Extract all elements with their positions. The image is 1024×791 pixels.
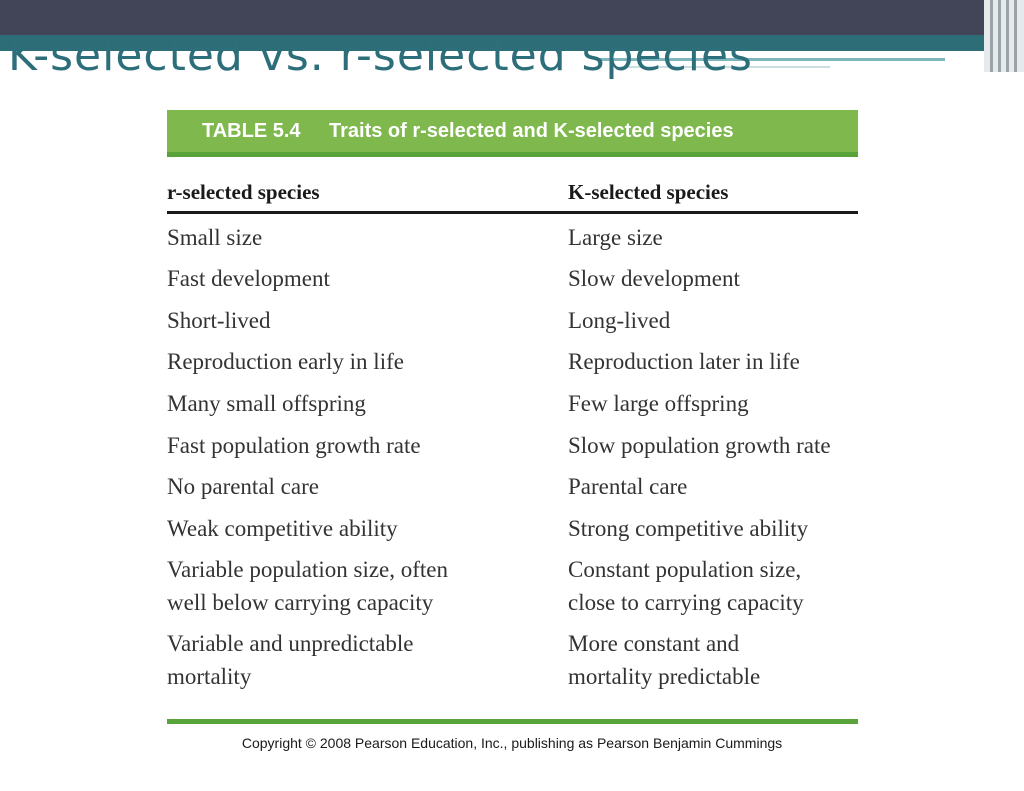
cell-line: Fast population growth rate: [167, 433, 421, 458]
cell-line: Reproduction later in life: [568, 349, 800, 374]
cell-line: Variable population size, often: [167, 557, 449, 582]
cell-line: Many small offspring: [167, 391, 366, 416]
table-cell-r: [167, 345, 404, 378]
table-cell-k: [568, 345, 800, 378]
table-cell-r: [167, 262, 330, 295]
table-cell-k: [568, 553, 804, 619]
table-cell-k: [568, 470, 687, 503]
cell-line: No parental care: [167, 474, 319, 499]
table-cell-r: [167, 627, 414, 693]
cell-line: well below carrying capacity: [167, 590, 434, 615]
cell-line: mortality predictable: [568, 664, 761, 689]
slide-title: K-selected vs. r-selected species: [8, 30, 753, 81]
table-cell-r: [167, 304, 271, 337]
table-number: TABLE 5.4: [202, 120, 301, 142]
cell-line: Slow development: [568, 266, 740, 291]
table-cell-r: [167, 553, 448, 619]
table-bottom-rule: [167, 719, 858, 724]
cell-line: Short-lived: [167, 308, 271, 333]
table-cell-k: [568, 429, 831, 462]
table-cell-k: [568, 262, 740, 295]
cell-line: mortality: [167, 664, 252, 689]
table-caption: Traits of r-selected and K-selected species: [329, 120, 734, 142]
header-rule: [167, 211, 858, 214]
table-cell-k: [568, 387, 749, 420]
table-cell-r: [167, 387, 366, 420]
table-cell-k: [568, 304, 670, 337]
table-cell-k: [568, 221, 663, 254]
cell-line: Weak competitive ability: [167, 516, 398, 541]
copyright-notice: Copyright © 2008 Pearson Education, Inc., publishing as Pearson Benjamin Cummings: [241, 735, 783, 751]
cell-line: More constant and: [568, 631, 740, 656]
cell-line: Variable and unpredictable: [167, 631, 414, 656]
cell-line: close to carrying capacity: [568, 590, 804, 615]
cell-line: Few large offspring: [568, 391, 749, 416]
cell-line: Constant population size,: [568, 557, 802, 582]
cell-line: Parental care: [568, 474, 688, 499]
table-cell-r: [167, 429, 421, 462]
column-header-k-selected: K-selected species: [568, 180, 729, 204]
cell-line: Slow population growth rate: [568, 433, 831, 458]
table-cell-k: [568, 627, 760, 693]
cell-line: Long-lived: [568, 308, 671, 333]
cell-line: Reproduction early in life: [167, 349, 404, 374]
cell-line: Small size: [167, 225, 263, 250]
cell-line: Strong competitive ability: [568, 516, 809, 541]
table-cell-r: [167, 470, 319, 503]
cell-line: Large size: [568, 225, 663, 250]
table-cell-r: [167, 512, 398, 545]
table-caption-bar: [167, 110, 858, 157]
corner-stripes: [984, 0, 1024, 72]
table-cell-r: [167, 221, 262, 254]
table-cell-k: [568, 512, 808, 545]
column-header-r-selected: r-selected species: [167, 180, 320, 204]
cell-line: Fast development: [167, 266, 330, 291]
